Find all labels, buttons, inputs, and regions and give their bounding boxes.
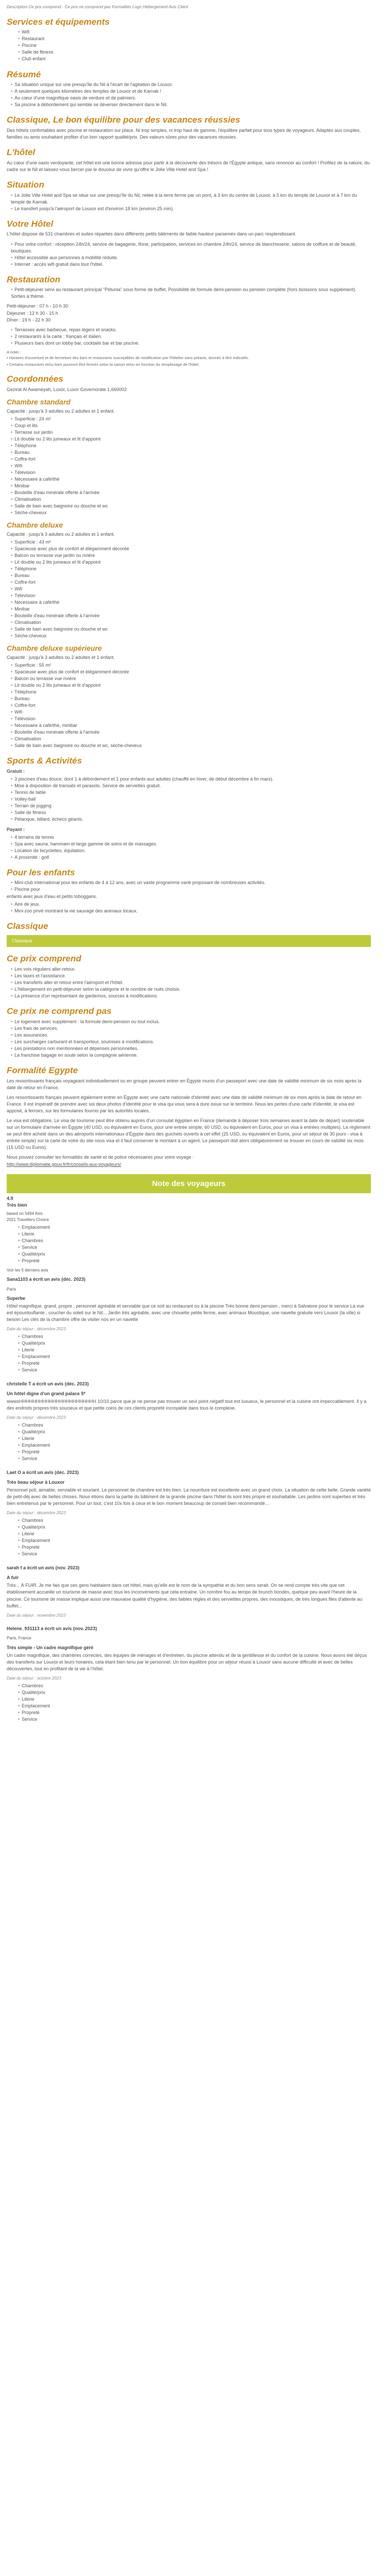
list-item: • Coffre-fort <box>11 702 371 709</box>
prix-pas-title: Ce prix ne comprend pas <box>7 1006 112 1016</box>
list-item: • Salle de fitness <box>18 49 371 56</box>
list-item: • Terrasses avec barbecue, repas légers et snacks. <box>11 327 371 333</box>
review-category: • Service <box>18 1716 371 1723</box>
list-item: • Téléphone <box>11 443 371 449</box>
review-place: Paris, France <box>7 1636 31 1641</box>
list-item: • A seulement quelques kilomètres des temples de Louxor et de Karnak ! <box>11 88 371 95</box>
review-category: • Qualité/prix <box>18 1429 371 1435</box>
chambre-sup-capacity: Capacité : jusqu'à 3 adultes ou 2 adultes et 1 enfant. <box>7 654 115 660</box>
review-category: • Service <box>18 1551 371 1557</box>
review-text: Hôtel magnifique, grand, propre , personnel agréable et serviable que ce soit au restaurant ou à la piscine Très bonne demi pension , merci à Salvatore pour le service La vue est époustouflante , coucher du soleil sur le Nil... Jardin très agréable, avec une chouette petite ferme, avec animaux Moustique, une navette gratuite vers Louxor (la ville) si besoin Les clés de la chambre offre de visiter nos en un navette <box>7 1303 364 1323</box>
list-item: • Spa avec sauna, hammam et large gamme de soins et de massages. <box>11 841 371 848</box>
sports-free-label: Gratuit : <box>7 769 25 774</box>
reviews-summary <box>7 1195 371 1273</box>
list-item: • Bouteille d'eau minérale offerte à l'arrivée <box>11 729 371 736</box>
list-item: • Propreté <box>18 1258 371 1264</box>
list-item: • La présence d'un représentant de garde/nos, sources à modifications. <box>11 993 371 999</box>
review-categories <box>7 1422 371 1462</box>
review-item <box>7 1276 371 1374</box>
list-item: • Sa situation unique sur une presqu'île du Nil à l'écart de l'agitation de Louxor. <box>11 81 371 88</box>
list-item: • Minibar <box>11 606 371 613</box>
classique-title: Classique <box>7 921 48 931</box>
review-author: Helene_931113 a écrit un avis (nov. 2023) <box>7 1626 97 1632</box>
review-date: Date du séjour : décembre 2023 <box>7 1511 66 1516</box>
list-item: • Pétanque, billard, échecs géants. <box>11 816 371 823</box>
list-item: • Coffre-fort <box>11 456 371 463</box>
classique-bar: Classique <box>7 935 371 947</box>
list-item: • Volley-ball <box>11 796 371 803</box>
list-item: • 3 piscines d'eau douce, dont 1 à débordement et 1 pour enfants aux adultes (chauffé en hiver, de début décembre à fin mars). <box>11 776 371 783</box>
chambre-standard-capacity: Capacité : jusqu'à 3 adultes ou 2 adultes et 1 enfant. <box>7 408 115 414</box>
review-date: Date du séjour : décembre 2023 <box>7 1415 66 1420</box>
restauration-hours: Petit-déjeuner : 07 h - 10 h 30 Déjeuner : 12 h 30 - 15 h Dîner : 19 h - 22 h 30 <box>7 303 69 323</box>
review-text: Un cadre magnifique, des chambres correctes, des équipes de ménages et d'entretien, du piscine attendu et de la gentillesse et du confort de la cuisine. Nous avons été déçus des transferts sur Louxor et leurs horaires, cela étant bien tenu par le personnel. Un bon équilibre pour un séjour réussi à Louxor sans aucune difficulté et avec de belles découvertes, tout en profitant de la vie à l'hôtel. <box>7 1652 367 1671</box>
chambre-sup-title: Chambre deluxe supérieure <box>7 644 102 653</box>
list-item: • Internet : accès wifi gratuit dans tout l'hôtel. <box>11 261 371 268</box>
review-category: • Propreté <box>18 1360 371 1367</box>
list-item: • Lit double ou 2 lits jumeaux et lit d'appoint <box>11 436 371 443</box>
review-category: • Literie <box>18 1435 371 1442</box>
list-item: • Wifi <box>11 586 371 592</box>
list-item: • Téléphone <box>11 689 371 696</box>
list-item: • Climatisation <box>11 736 371 742</box>
review-category: • Propreté <box>18 1709 371 1716</box>
chambre-deluxe-title: Chambre deluxe <box>7 521 63 530</box>
prix-comprend-list <box>7 966 371 999</box>
restauration-note-2: • Certains restaurants et/ou bars pourront être fermés selon la saison et/ou en fonction du remplissage de l'hôtel. <box>7 362 200 367</box>
list-item: • Téléphone <box>11 566 371 572</box>
review-author: Laet O a écrit un avis (déc. 2023) <box>7 1470 79 1476</box>
votre-hotel-title: Votre Hôtel <box>7 218 54 229</box>
list-item: • Balcon ou terrasse vue jardin ou rivière <box>11 552 371 559</box>
review-place: Paris <box>7 1286 17 1292</box>
list-item: • Salle de bain avec baignoire ou douche et wc <box>11 503 371 510</box>
list-item: • Mise à disposition de transats et parasols. Service de serviettes gratuit. <box>11 783 371 789</box>
review-category: • Emplacement <box>18 1703 371 1709</box>
intro-title: Classique, Le bon équilibre pour des vacances réussies <box>7 115 240 125</box>
review-text: wwwsHHHHHHHHHHHHHHHHHHHHHHH 10/10 parce que je ne pense pas trouver un seul point négatif tout est luxueux, le personnel et la cuisine ont impeccablement. Il y a des endroits propres très soucieux et que petite coins de ces clients propreté incroyable dans tous le complexe. <box>7 1399 367 1411</box>
list-item: • Superficie : 24 m² <box>11 416 371 422</box>
review-categories <box>7 1683 371 1723</box>
resume-title: Résumé <box>7 69 41 79</box>
list-item: • Les taxes et l'assistance. <box>11 973 371 979</box>
enfants-list <box>7 879 371 893</box>
review-category: • Literie <box>18 1531 371 1537</box>
list-item: • Piscine <box>18 42 371 49</box>
review-category: • Service <box>18 1367 371 1374</box>
list-item: • Coffre-fort <box>11 579 371 586</box>
review-category: • Literie <box>18 1347 371 1353</box>
review-category: • Literie <box>18 1696 371 1703</box>
list-item: • Aire de jeux. <box>11 901 371 908</box>
reviews-label: Très bien <box>7 1202 27 1208</box>
list-item: • Bureau <box>11 696 371 702</box>
reviews-title: Note des voyageurs <box>7 1174 371 1194</box>
enfants-title: Pour les enfants <box>7 867 75 877</box>
list-item: • Superficie : 55 m² <box>11 662 371 669</box>
list-item: • Piscine pour <box>11 886 371 893</box>
restauration-title: Restauration <box>7 274 60 284</box>
list-item: • Mini-zoo privé montrant la vie sauvage des animaux locaux. <box>11 908 371 914</box>
review-categories <box>7 1333 371 1374</box>
review-category: • Chambres <box>18 1333 371 1340</box>
resume-list <box>7 81 371 108</box>
review-item <box>7 1565 371 1618</box>
review-categories <box>7 1517 371 1557</box>
reviews-count[interactable]: Voir les 5 derniers avis <box>7 1267 48 1273</box>
votre-hotel-list <box>7 241 371 268</box>
list-item: • Au cœur d'une magnifique oasis de verdure et de palmiers. <box>11 95 371 101</box>
list-item: • Nécessaire à café/thé, minibar <box>11 722 371 729</box>
review-date: Date du séjour : octobre 2023 <box>7 1676 61 1681</box>
restauration-list <box>7 286 371 300</box>
hotel-title: L'hôtel <box>7 147 36 158</box>
list-item: • Literie <box>18 1231 371 1238</box>
list-item: • Mini-club international pour les enfants de 4 à 12 ans, avec un vaste programme varié proposant de nombreuses activités. <box>11 879 371 886</box>
list-item: • Nécessaire à café/thé <box>11 599 371 606</box>
coordonnees-title: Coordonnées <box>7 374 63 384</box>
review-category: • Emplacement <box>18 1537 371 1544</box>
review-text: Très... À FUIR. Je me fais que ces gens habitaient dans cet hôtel, mais qu'elle est le nom de la sympathie et du bon sens serait. On se rend compte très vite que cet établissement accueille un tourisme de masse avec tous les inconvénients que cela entraîne. Un nombre fou au tempo de brunch bondés, quelque peu avant l'heure de la piscine. Ce tourisme de masse implique aussi une mauvaise qualité d'hygiène, des faibles règles et des serviettes propres, des moustiques, de très longues files d'attente au buffet... <box>7 1583 363 1608</box>
list-item: • Qualité/prix <box>18 1251 371 1258</box>
list-item: • Terrain de jogging <box>11 803 371 809</box>
list-item: • Petit-déjeuner servi au restaurant principal "Pétunia" sous forme de buffet. Possibilité de formule demi-pension ou pension complète (hors boissons sous supplément). Sorties à thème. <box>11 286 371 300</box>
restauration-note-1: • Horaires d'ouverture et de fermeture des bars et restaurants susceptibles de modification par l'hôtelier sans préavis, donnés à titre indicatifs. <box>7 355 249 360</box>
review-item <box>7 1625 371 1723</box>
list-item: • Spacieuse avec plus de confort et élégamment décorée <box>11 669 371 675</box>
formalite-p1: Les ressortissants français voyageant individuellement ou en groupe peuvent entrer en Égypte munis d'un passeport avec une date de validité minimum de six mois après la date de retour en France. <box>7 1078 362 1091</box>
list-item: • Spacieuse avec plus de confort et élégamment décorée <box>11 546 371 552</box>
intro-text: Des hôtels confortables avec piscine et restauration sur place. Ni trop simples, ni trop haut de gamme, l'équilibre parfait pour tous types de voyageurs. Adaptés aux couples, familles ou amis souhaitant profiter d'un bon rapport qualité/prix. Des valeurs sûres pour des vacances réussies. <box>7 128 361 140</box>
chambre-standard-list <box>7 416 371 517</box>
list-item: • Tennis de table <box>11 789 371 796</box>
list-item: • Superficie : 43 m² <box>11 539 371 546</box>
list-item: • Les vols réguliers aller-retour. <box>11 966 371 973</box>
review-title: A fuir <box>7 1575 19 1581</box>
review-category: • Propreté <box>18 1544 371 1551</box>
review-item <box>7 1381 371 1462</box>
services-title: Services et équipements <box>7 16 110 27</box>
list-item: • 2 restaurants à la carte : français et italien. <box>11 333 371 340</box>
formalite-p2: Les ressortissants français peuvent également entrer en Égypte avec une carte nationale d'identité avec une date de validité minimum de six mois après la date de retour en France. Il est impératif de prendre avec soi deux photos d'identité pour le visa qui vous sera à dure issue sur le territoire. Nous les pertes d'une carte d'identité, le visa est apposé, à ferroirs, sur les formulaires fournis par les autorités locales. <box>7 1095 362 1114</box>
list-item: • Chambres <box>18 1238 371 1244</box>
review-category: • Service <box>18 1455 371 1462</box>
list-item: • Télévision <box>11 592 371 599</box>
review-title: Un hôtel digne d'un grand palace 5* <box>7 1391 86 1397</box>
list-item: • Wifi <box>11 463 371 469</box>
review-category: • Propreté <box>18 1449 371 1455</box>
enfants-list-2 <box>7 901 371 914</box>
votre-hotel-text: L'hôtel dispose de 531 chambres et suites réparties dans différents petits bâtiments de faible hauteur parsemés dans un parc resplendissant. <box>7 231 297 237</box>
list-item: • Bureau <box>11 449 371 456</box>
list-item: • Hôtel accessible aux personnes à mobilité réduite. <box>11 255 371 261</box>
list-item: • Télévision <box>11 469 371 476</box>
chambre-standard-title: Chambre standard <box>7 398 71 406</box>
list-item: • Lit double ou 2 lits jumeaux et lit d'appoint <box>11 559 371 566</box>
review-author: sarah f a écrit un avis (nov. 2023) <box>7 1565 79 1571</box>
formalite-title: Formalité Egypte <box>7 1065 78 1076</box>
list-item: • Les transferts aller et retour entre l'aéroport et l'hôtel. <box>11 979 371 986</box>
list-item: • Restaurant <box>18 36 371 42</box>
enfants-text: enfants avec jeux d'eau et petits toboggans. <box>7 893 97 899</box>
chambre-sup-list <box>7 662 371 750</box>
review-text: Personnel poli, aimable, serviable et souriant. Le personnel de chambre est très bien. La nourriture est excellente avec un grand choix. La situation de cette belle. Grande variété de petit-déj avec de belles choses. Nous étions dans la partie du bâtiment de la grande piscine dans l'hôtel ils sont très propre et souhaitable. Les jardins sont superbes et très bien entretenus par le personnel. Pour un tout, c'est 10x fois à ceux et le bon moment beaucoup de conseil bien recommandé... <box>7 1487 371 1506</box>
review-author: Sana1103 a écrit un avis (déc. 2023) <box>7 1277 86 1282</box>
reviews-score: 4.9 <box>7 1196 13 1201</box>
chambre-deluxe-list <box>7 539 371 640</box>
review-category: • Chambres <box>18 1422 371 1429</box>
list-item: • Balcon ou terrasse vue rivière <box>11 675 371 682</box>
list-item: • Wifi <box>11 709 371 716</box>
reviews-based: based on 5494 Avis <box>7 1211 43 1216</box>
list-item: • Le logement avec supplément : la formule demi-pension ou tout inclus. <box>11 1019 371 1025</box>
breadcrumb: Description Ce prix comprend - Ce prix ne comprend pas Formalités Logo Hébergement Avis Client <box>7 5 188 9</box>
formalite-p3: Le visa est obligatoire. Le visa de tourisme peut être obtenu auprès d'un consulat égyptien en France (demande à déposer trois semaines avant la date de départ) soutenable sur un formulaire d'arrivée en Égypte (40 USD, ou équivalent en Euros, pour une entrée simple, 60 USD, ou équivalent en Euros, pour un visa à entrées multiples). Le règlement se peut être acheté dans un des aéroports internationaux d'Égypte dans des guichets ouverts à cet effet (25 USD, ou équivalent en Euros, pour un séjour de 30 jours - visa à entrée simple) sur la carte de votre du site nous visa et il faut conserver le montant à un agent. Le passeport doit alors obligatoirement se trouver en cours de validité six mois (15 USD ou Euros). <box>7 1118 370 1150</box>
list-item: • 4 terrains de tennis <box>11 834 371 841</box>
review-list <box>7 1276 371 1722</box>
list-item: • Sèche-cheveux <box>11 633 371 639</box>
list-item: • Le transfert jusqu'à l'aéroport de Louxor est d'environ 18 km (environ 25 min). <box>11 206 371 212</box>
list-item: • Salle de fitness <box>11 809 371 816</box>
list-item: • Emplacement <box>18 1224 371 1231</box>
list-item: • Pour votre confort : réception 24h/24, service de bagagerie, Ifone, participation, services en chambre 24h/24, service de blanchisserie, salons de coiffure et de beauté, boutiques. <box>11 241 371 255</box>
list-item: • Minibar <box>11 483 371 489</box>
review-category: • Chambres <box>18 1683 371 1689</box>
list-item: • Club enfant <box>18 56 371 62</box>
situation-list <box>7 192 371 212</box>
review-category: • Emplacement <box>18 1442 371 1449</box>
list-item: • Bureau <box>11 572 371 579</box>
review-title: Très beau séjour à Louxor <box>7 1480 65 1485</box>
list-item: • Les surcharges carburant et transporteur, soumises à modifications. <box>11 1039 371 1045</box>
list-item: • Les frais de services. <box>11 1025 371 1032</box>
list-item: • Wifi <box>18 29 371 36</box>
list-item: • Climatisation <box>11 619 371 626</box>
prix-pas-list <box>7 1019 371 1059</box>
list-item: • Terrasse sur jardin <box>11 429 371 436</box>
review-category: • Emplacement <box>18 1353 371 1360</box>
list-item: • Le Jolie Ville Hotel and Spa se situe sur une presqu'île du Nil, reliée à la terre ferme par un pont, à 3 km du centre de Louxor, à 5 km du temple de Louxor et à 7 km du temple de Karnak. <box>11 192 371 206</box>
hotel-text: Au cœur d'une oasis verdoyante, cet hôtel est une bonne adresse pour partir à la découverte des trésors de l'Égypte antique, sans renoncer au confort ! Profitez de la nature, du cadre sur le Nil et laissez-vous bercer par le douceur de vivre qu'offre le Jolie Ville Hotel and Spa ! <box>7 160 370 172</box>
prix-comprend-title: Ce prix comprend <box>7 954 82 964</box>
list-item: • Lit double ou 2 lits jumeaux et lit d'appoint <box>11 682 371 689</box>
review-author: christelle T a écrit un avis (déc. 2023) <box>7 1381 89 1387</box>
list-item: • Les prestations non mentionnées et dépenses personnelles. <box>11 1045 371 1052</box>
reviews-categories <box>7 1224 371 1264</box>
list-item: • Climatisation <box>11 496 371 503</box>
list-item: • Service <box>18 1244 371 1251</box>
review-category: • Qualité/prix <box>18 1524 371 1531</box>
review-item <box>7 1469 371 1557</box>
list-item: • A proximité : golf. <box>11 854 371 861</box>
list-item: • Location de bicyclettes, équitation. <box>11 848 371 854</box>
review-title: Très simple - Un cadre magnifique géré <box>7 1645 94 1650</box>
list-item: • L'hébergement en petit-déjeuner selon la catégorie et le nombre de nuits choisis. <box>11 986 371 993</box>
review-date: Date du séjour : novembre 2023 <box>7 1613 66 1618</box>
situation-title: Situation <box>7 179 44 190</box>
list-item: • Les assurances. <box>11 1032 371 1039</box>
review-category: • Qualité/prix <box>18 1340 371 1347</box>
review-title: Superbe <box>7 1296 26 1301</box>
coordonnees-text: Gezirat Al Awameyah, Luxor, Luxor Governorate 1,660002 <box>7 387 127 393</box>
list-item: • La franchise bagage en soute selon la compagnie aérienne. <box>11 1052 371 1059</box>
list-item: • Télévision <box>11 716 371 722</box>
review-category: • Chambres <box>18 1517 371 1524</box>
review-category: • Qualité/prix <box>18 1689 371 1696</box>
restauration-list-2 <box>7 327 371 347</box>
list-item: • Salle de bain avec baignoire ou douche et wc <box>11 626 371 633</box>
sports-title: Sports & Activités <box>7 756 82 766</box>
list-item: • Sa piscine à débordement qui semble se déverser directement dans le Nil. <box>11 101 371 108</box>
sports-free-list <box>7 776 371 823</box>
list-item: • Bouteille d'eau minérale offerte à l'arrivée <box>11 613 371 619</box>
list-item: • Coup et lits <box>11 422 371 429</box>
list-item: • Bouteille d'eau minérale offerte à l'arrivée <box>11 489 371 496</box>
sports-paid-label: Payant : <box>7 826 25 832</box>
chambre-deluxe-capacity: Capacité : jusqu'à 3 adultes ou 2 adultes et 1 enfant. <box>7 531 115 537</box>
formalite-link[interactable]: http://www.diplomatie.gouv.fr/fr/conseils-aux-voyageurs/ <box>7 1161 121 1167</box>
formalite-p4: Nous pouvez consulter les formalités de santé et de police nécessaires pour votre voyage : <box>7 1155 194 1160</box>
sports-paid-list <box>7 834 371 861</box>
services-list <box>7 29 371 62</box>
review-date: Date du séjour : décembre 2023 <box>7 1327 66 1332</box>
list-item: • Salle de bain avec baignoire ou douche et wc, sèche-cheveux <box>11 742 371 749</box>
restauration-note-label: A noter : <box>7 349 21 354</box>
list-item: • Nécessaire à café/thé <box>11 476 371 483</box>
reviews-base2: 2021 Travellers Choice <box>7 1217 49 1222</box>
list-item: • Sèche-cheveux <box>11 510 371 516</box>
list-item: • Plusieurs bars dont un lobby bar, cocktails bar et bar piscine. <box>11 340 371 347</box>
